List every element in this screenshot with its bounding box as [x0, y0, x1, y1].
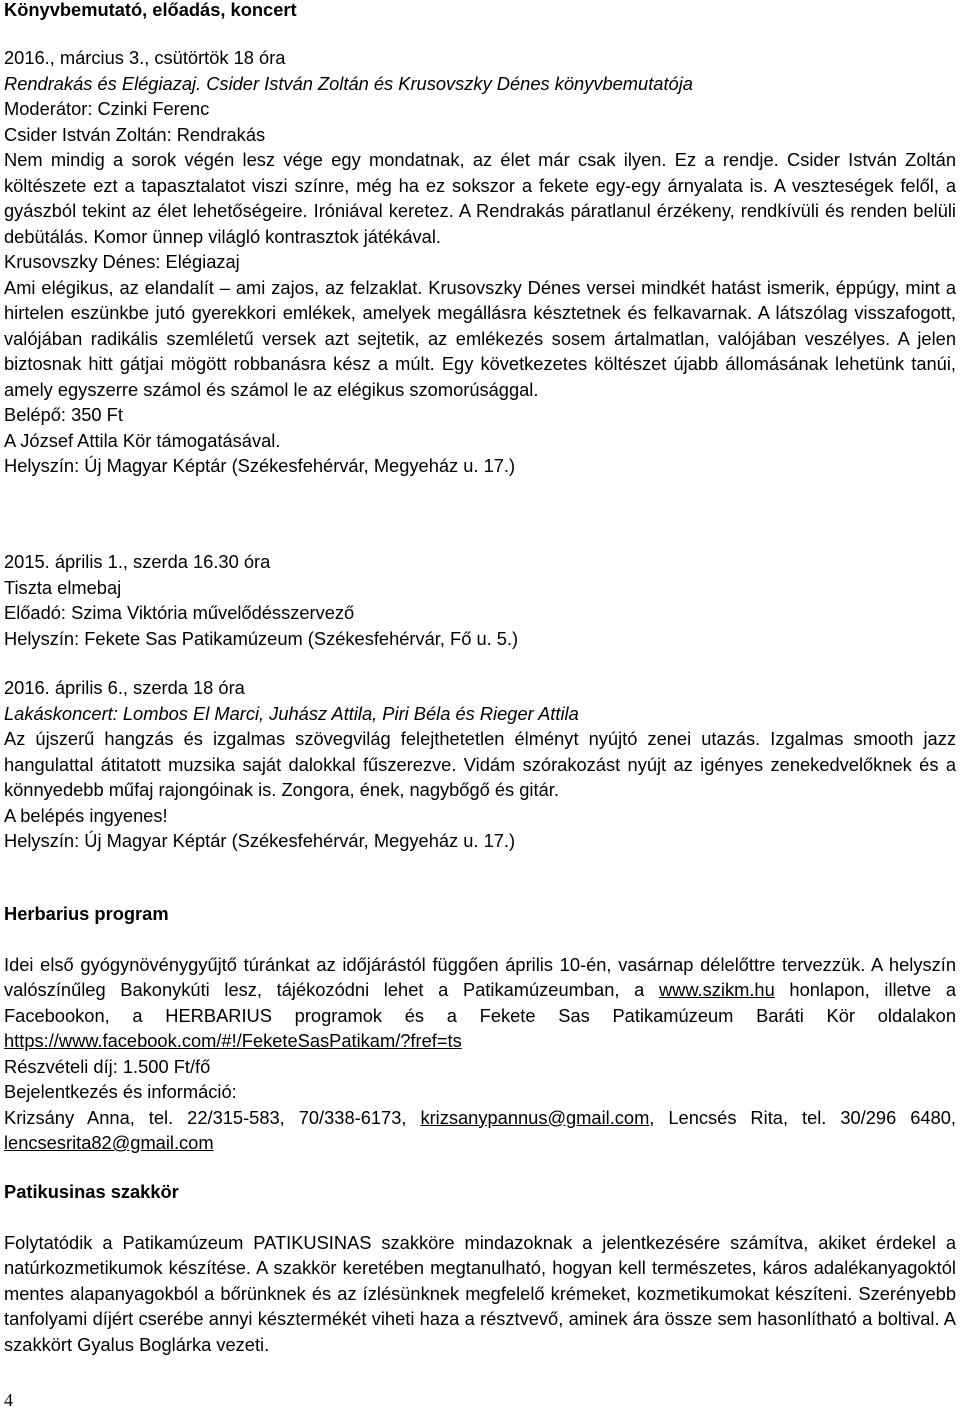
- email-link-lencses[interactable]: lencsesrita82@gmail.com: [4, 1132, 214, 1153]
- spacer: [4, 927, 956, 952]
- section-patikusinas: [4, 1179, 956, 1357]
- herbarius-text: [4, 952, 956, 1054]
- event-description: Az újszerű hangzás és izgalmas szövegvilág felejthetetlen élményt nyújtó zenei utazás. Izgalmas smooth jazz hangulattal átitatott muzsika saját dalokkal fűszerezve. Vidám szórakozást nyújt az igényes zenekedvelőknek és a könnyedebb műfaj rajongóinak is. Zongora, ének, nagybőgő és gitár.: [4, 728, 956, 800]
- contact-text-b: , Lencsés Rita, tel. 30/296 6480,: [649, 1106, 956, 1128]
- event-venue: Helyszín: Új Magyar Képtár (Székesfehérvár, Megyeház u. 17.): [4, 830, 516, 851]
- event-title-rest: Csider István Zoltán és Krusovszky Dénes könyvbemutatója: [201, 72, 693, 94]
- herbarius-registration: Bejelentkezés és információ:: [4, 1081, 237, 1102]
- book1-title: Csider István Zoltán: Rendrakás: [4, 123, 266, 145]
- event-date: 2016., március 3., csütörtök 18 óra: [4, 47, 286, 68]
- email-link-krizsany[interactable]: krizsanypannus@gmail.com: [420, 1106, 650, 1128]
- szikm-link[interactable]: www.szikm.hu: [658, 979, 775, 1000]
- event-date: 2016. április 6., szerda 18 óra: [4, 677, 245, 698]
- event-entry-fee: Belépő: 350 Ft: [4, 404, 123, 425]
- page-number: 4: [4, 1390, 13, 1410]
- event-moderator: Moderátor: Czinki Ferenc: [4, 98, 210, 119]
- event-support: A József Attila Kör támogatásával.: [4, 429, 281, 451]
- page-title: Könyvbemutató, előadás, koncert: [4, 0, 297, 20]
- contact-text-a: Krizsány Anna, tel. 22/315-583, 70/338-6173,: [4, 1106, 421, 1128]
- book1-description: Nem mindig a sorok végén lesz vége egy mondatnak, az élet már csak ilyen. Ez a rendje. Csider István Zoltán költészete ezt a tapasztalatot viszi színre, még ha ez sokszor a fekete egy-egy árnyalata is. A veszteségek felől, a gyászból tekint az élet lehetőségeire. Iróniával keretez. A Rendrakás páratlanul érzékeny, rendkívüli és renden belüli debütálás. Komor ünnep világló kontrasztok játékával.: [4, 149, 956, 247]
- herbarius-text-b: honlapon, illetve a Facebookon, a HERBARIUS programok és a Fekete Sas Patikamúzeum Baráti Kör oldalakon: [4, 979, 956, 1026]
- herbarius-contact: [4, 1105, 956, 1156]
- section-heading: Patikusinas szakkör: [4, 1181, 179, 1202]
- event-title: Lakáskoncert: Lombos El Marci, Juhász Attila, Piri Béla és Rieger Attila: [4, 702, 579, 724]
- event-venue: Helyszín: Fekete Sas Patikamúzeum (Székesfehérvár, Fő u. 5.): [4, 627, 519, 649]
- herbarius-fee: Részvételi díj: 1.500 Ft/fő: [4, 1055, 211, 1077]
- event-concert: [4, 675, 956, 854]
- event-lecture: [4, 549, 956, 651]
- event-entry-fee: A belépés ingyenes!: [4, 804, 168, 826]
- event-date: 2015. április 1., szerda 16.30 óra: [4, 551, 271, 572]
- event-title: Tiszta elmebaj: [4, 576, 122, 598]
- patikusinas-text: Folytatódik a Patikamúzeum PATIKUSINAS szakköre mindazoknak a jelentkezésére számítva, akiket érdekel a natúrkozmetikumok készítése. A szakkör keretében megtanulható, hogyan kell természetes, káros adalékanyagoktól mentes alapanyagokból a bőrünknek és az ízlésünknek megfelelő krémeket, kozmetikumokat készíteni. Szerényebb tanfolyami díjért cserébe annyi késztermékét viheti haza a résztvevő, aminek ára össze sem hasonlítható a boltival. A szakkört Gyalus Boglárka vezeti.: [4, 1231, 956, 1355]
- event-title: [4, 71, 956, 97]
- spacer: [4, 1205, 956, 1230]
- event-speaker: Előadó: Szima Viktória művelődésszervező: [4, 602, 355, 623]
- herbarius-text-a: Idei első gyógynövénygyűjtő túránkat az időjárástól függően április 10-én, vasárnap délelőttre tervezzük. A helyszín valószínűleg Bakonykúti lesz, tájékozódni lehet a Patikamúzeumban, a: [4, 953, 956, 1000]
- book2-title: Krusovszky Dénes: Elégiazaj: [4, 251, 240, 272]
- section-heading: Herbarius program: [4, 903, 169, 924]
- event-title-italic: Rendrakás és Elégiazaj.: [4, 72, 202, 94]
- section-herbarius: [4, 901, 956, 1156]
- event-venue: Helyszín: Új Magyar Képtár (Székesfehérvár, Megyeház u. 17.): [4, 455, 516, 476]
- event-bookpresentation: [4, 45, 956, 479]
- book2-description: Ami elégikus, az elandalít – ami zajos, az felzaklat. Krusovszky Dénes versei mindkét hatást ismerik, éppúgy, mint a hirtelen eszünkbe jutó gyerekkori emlékek, amelyek megállásra késztetnek és felkavarnak. A látszólag visszafogott, valójában radikális szemléletű versek azt sejtetik, az emlékezés sosem ártalmatlan, valójában veszélyes. A jelen biztosnak hitt gátjai mögött robbanásra kész a múlt. Egy következetes költészet újabb állomásának lehetünk tanúi, amely egyszerre számol és számol le az elégikus szomorúsággal.: [4, 276, 956, 400]
- facebook-link[interactable]: https://www.facebook.com/#!/FeketeSasPatikam/?fref=ts: [4, 1030, 462, 1051]
